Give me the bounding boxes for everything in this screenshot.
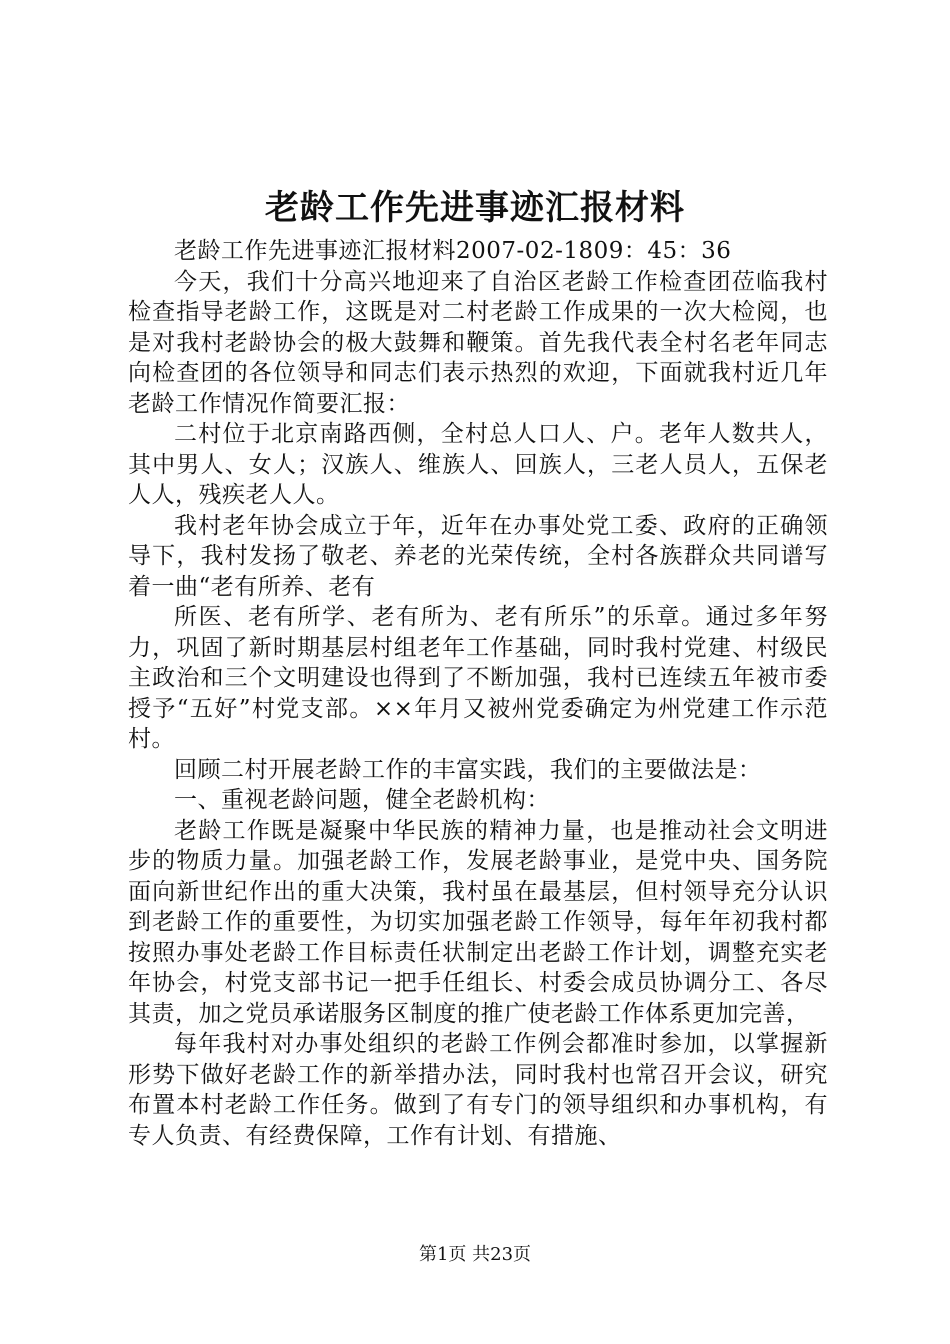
section-heading-1: 一、重视老龄问题，健全老龄机构： (174, 787, 550, 813)
document-title: 老龄工作先进事迹汇报材料 (265, 188, 685, 228)
paragraph-intro: 今天，我们十分高兴地迎来了自治区老龄工作检查团莅临我村检查指导老龄工作，这既是对二村老龄工作成果的一次大检阅，也是对我村老龄协会的极大鼓舞和鞭策。首先我代表全村名老年同志向检查团的各位领导和同志们表示热烈的欢迎，下面就我村近几年老龄工作情况作简要汇报： (128, 268, 828, 417)
paragraph-header-line: 老龄工作先进事迹汇报材料2007-02-1809：45：36 (174, 238, 732, 264)
paragraph-review: 回顾二村开展老龄工作的丰富实践，我们的主要做法是： (174, 756, 762, 783)
paragraph-importance: 老龄工作既是凝聚中华民族的精神力量，也是推动社会文明进步的物质力量。加强老龄工作，发展老龄事业，是党中央、国务院面向新世纪作出的重大决策，我村虽在最基层，但村领导充分认识到老龄工作的重要性，为切实加强老龄工作领导，每年年初我村都按照办事处老龄工作目标责任状制定出老龄工作计划，调整充实老年协会，村党支部书记一把手任组长、村委会成员协调分工、各尽其责，加之党员承诺服务区制度的推广使老龄工作体系更加完善， (128, 817, 828, 1027)
document-body (128, 236, 828, 1151)
paragraph-meetings: 每年我村对办事处组织的老龄工作例会都准时参加，以掌握新形势下做好老龄工作的新举措办法，同时我村也常召开会议，研究布置本村老龄工作任务。做到了有专门的领导组织和办事机构，有专人负责、有经费保障，工作有计划、有措施、 (128, 1031, 828, 1149)
paragraph-association-founding: 我村老年协会成立于年，近年在办事处党工委、政府的正确领导下，我村发扬了敬老、养老的光荣传统，全村各族群众共同谱写着一曲“老有所养、老有 (128, 512, 828, 600)
paragraph-achievements: 所医、老有所学、老有所为、老有所乐”的乐章。通过多年努力，巩固了新时期基层村组老年工作基础，同时我村党建、村级民主政治和三个文明建设也得到了不断加强，我村已连续五年被市委授予“五好”村党支部。××年月又被州党委确定为州党建工作示范村。 (128, 604, 828, 752)
paragraph-village-overview: 二村位于北京南路西侧，全村总人口人、户。老年人数共人，其中男人、女人；汉族人、维族人、回族人，三老人员人，五保老人人，残疾老人人。 (128, 421, 828, 508)
page-number-footer: 第1页 共23页 (418, 1244, 532, 1265)
